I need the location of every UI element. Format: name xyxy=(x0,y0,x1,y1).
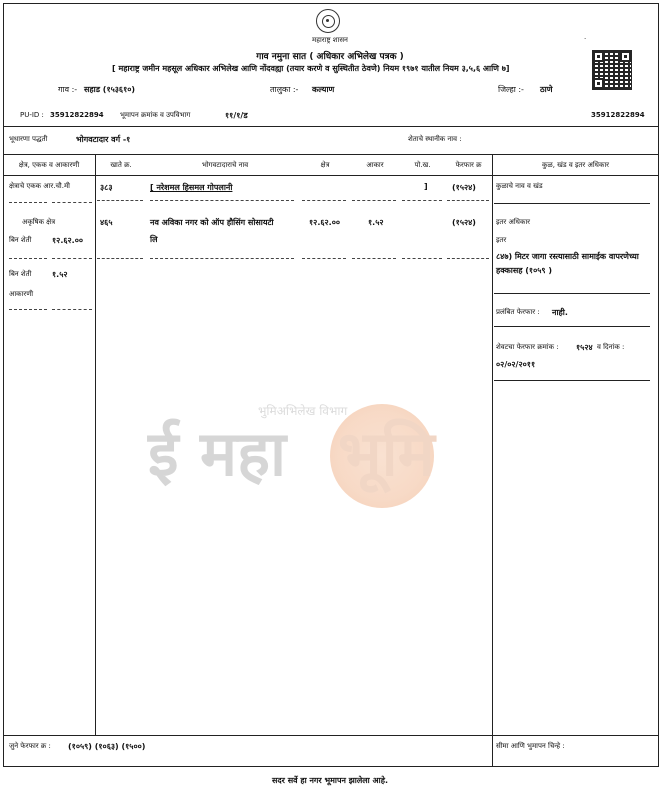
boundary-label: सीमा आणि भुमापन चिन्हे : xyxy=(496,742,565,750)
col-header-akar: आकार xyxy=(366,161,384,169)
left-dash-2b xyxy=(52,258,92,259)
row2-akar: १.५२ xyxy=(368,218,384,227)
row1-bracket-close: ] xyxy=(424,182,428,191)
akarni-label: आकारणी xyxy=(9,290,34,298)
row2-dash-a xyxy=(97,258,143,259)
left-dash-3b xyxy=(52,309,92,310)
row2-holder-name-line2: लि xyxy=(150,235,158,244)
binsheti-value-2: १.५२ xyxy=(52,270,68,279)
rights-divider-1 xyxy=(494,203,650,204)
row1-holder-name: [ नरेशमल हिसमल गोपलानी xyxy=(150,183,233,192)
binsheti-value-1: १२.६२.०० xyxy=(52,236,84,245)
village-value: सहाड (१५३६१०) xyxy=(84,85,136,94)
left-dash-1a xyxy=(9,202,47,203)
row1-dash-b xyxy=(150,200,294,201)
district-value: ठाणे xyxy=(540,85,553,94)
emblem-caption: महाराष्ट्र शासन xyxy=(312,36,348,44)
col-header-rights: कुळ, खंड व इतर अधिकार xyxy=(542,161,609,169)
col-divider-right xyxy=(492,154,493,767)
row2-khata: ४६५ xyxy=(100,218,113,227)
watermark-big-left: ई महा xyxy=(148,417,287,490)
watermark-big-right: भूमि xyxy=(338,417,435,490)
district-label: जिल्हा :- xyxy=(498,85,524,94)
last-ferfar-date: ०२/०२/२०११ xyxy=(496,360,536,369)
row2-dash-f xyxy=(447,258,489,259)
row2-kshetra: १२.६२.०० xyxy=(309,218,341,227)
rights-divider-3 xyxy=(494,326,650,327)
col-header-area: क्षेत्र, एकक व आकारणी xyxy=(18,161,80,169)
table-header-line xyxy=(3,175,659,176)
header-divider xyxy=(3,126,659,127)
col-divider-left xyxy=(95,154,96,735)
rights-divider-2 xyxy=(494,293,650,294)
row1-dash-c xyxy=(302,200,346,201)
tenure-value: भोगवटादार वर्ग -१ xyxy=(76,135,131,144)
row1-dash-a xyxy=(97,200,143,201)
col-header-pokh: पो.ख. xyxy=(414,161,431,169)
survey-value: ११/१/ड xyxy=(225,111,248,120)
puid-value: 35912822894 xyxy=(50,111,104,119)
row1-khata: ३८३ xyxy=(100,183,113,192)
other-rights-value: ८४७) मिटर जागा रस्त्यासाठी सामाईक वापरणेच्या हक्कासह (१०५९ ) xyxy=(496,252,639,275)
last-ferfar-value: १५२४ xyxy=(576,343,593,352)
left-dash-2a xyxy=(9,258,47,259)
left-dash-1b xyxy=(52,202,92,203)
village-label: गाव :- xyxy=(58,85,78,94)
taluka-label: तालुका :- xyxy=(270,85,299,94)
old-ferfar-label: जुने फेरफार क्र : xyxy=(9,742,51,750)
row1-dash-f xyxy=(447,200,489,201)
row2-dash-c xyxy=(302,258,346,259)
local-name-label: शेताचे स्थानीक नाव : xyxy=(408,135,462,143)
row2-holder-name-line1: नव अविका नगर को ऑप हौसिंग सोसायटी xyxy=(150,218,274,227)
footer-note: सदर सर्वे हा नगर भूमापन झालेला आहे. xyxy=(272,776,388,785)
binsheti-label-1: बिन शेती xyxy=(9,236,32,244)
left-dash-3a xyxy=(9,309,47,310)
pending-ferfar-value: नाही. xyxy=(552,308,568,317)
row1-ferfar: (१५२४) xyxy=(452,183,476,192)
tenure-label: भूधारणा पद्धती xyxy=(9,135,48,143)
puid-right: 35912822894 xyxy=(591,111,645,119)
col-header-ferfar: फेरफार क्र xyxy=(455,161,482,169)
form-subtitle: [ महाराष्ट्र जमीन महसूल अधिकार अभिलेख आणि नोंदवह्या (तयार करणे व सुस्थितीत ठेवणे) नियम १९७१ यातील नियम ३,५,६ आणि ७] xyxy=(112,64,510,73)
row1-dash-e xyxy=(402,200,442,201)
col-header-khata: खाते क्र. xyxy=(110,161,132,169)
binsheti-label-2: बिन शेती xyxy=(9,270,32,278)
row2-dash-b xyxy=(150,258,294,259)
col-header-kshetra: क्षेत्र xyxy=(320,161,330,169)
taluka-value: कल्याण xyxy=(312,85,335,94)
table-bottom-line xyxy=(3,735,659,736)
header-dot: . xyxy=(584,33,587,41)
form-title: गाव नमुना सात ( अधिकार अभिलेख पत्रक ) xyxy=(256,52,404,62)
date-label: व दिनांक : xyxy=(597,343,625,351)
puid-label: PU-ID : xyxy=(20,111,44,119)
row2-dash-d xyxy=(352,258,396,259)
row2-ferfar: (१५२४) xyxy=(452,218,476,227)
kul-label: कुळाचे नाव व खंड xyxy=(496,182,543,190)
qr-code-icon[interactable] xyxy=(592,50,632,90)
cultivable-label: अकृषिक क्षेत्र xyxy=(22,218,56,226)
survey-label: भूमापन क्रमांक व उपविभाग xyxy=(120,111,191,119)
other-rights-label: इतर अधिकार xyxy=(496,218,531,226)
area-unit-label: क्षेत्राचे एकक आर.चौ.मी xyxy=(9,182,70,190)
watermark-small-text: भुमिअभिलेख विभाग xyxy=(258,404,348,418)
last-ferfar-label: शेवटचा फेरफार क्रमांक : xyxy=(496,343,559,351)
other-label: इतर xyxy=(496,236,507,244)
row1-dash-d xyxy=(352,200,396,201)
pending-ferfar-label: प्रलंबित फेरफार : xyxy=(496,308,540,316)
row2-dash-e xyxy=(402,258,442,259)
old-ferfar-value: (१०५९) (१०६३) (१५००) xyxy=(68,742,146,751)
state-emblem-icon xyxy=(316,9,340,33)
col-header-holder: भोगवटादाराचे नाव xyxy=(201,161,249,169)
table-top-line xyxy=(3,154,659,155)
rights-divider-4 xyxy=(494,380,650,381)
